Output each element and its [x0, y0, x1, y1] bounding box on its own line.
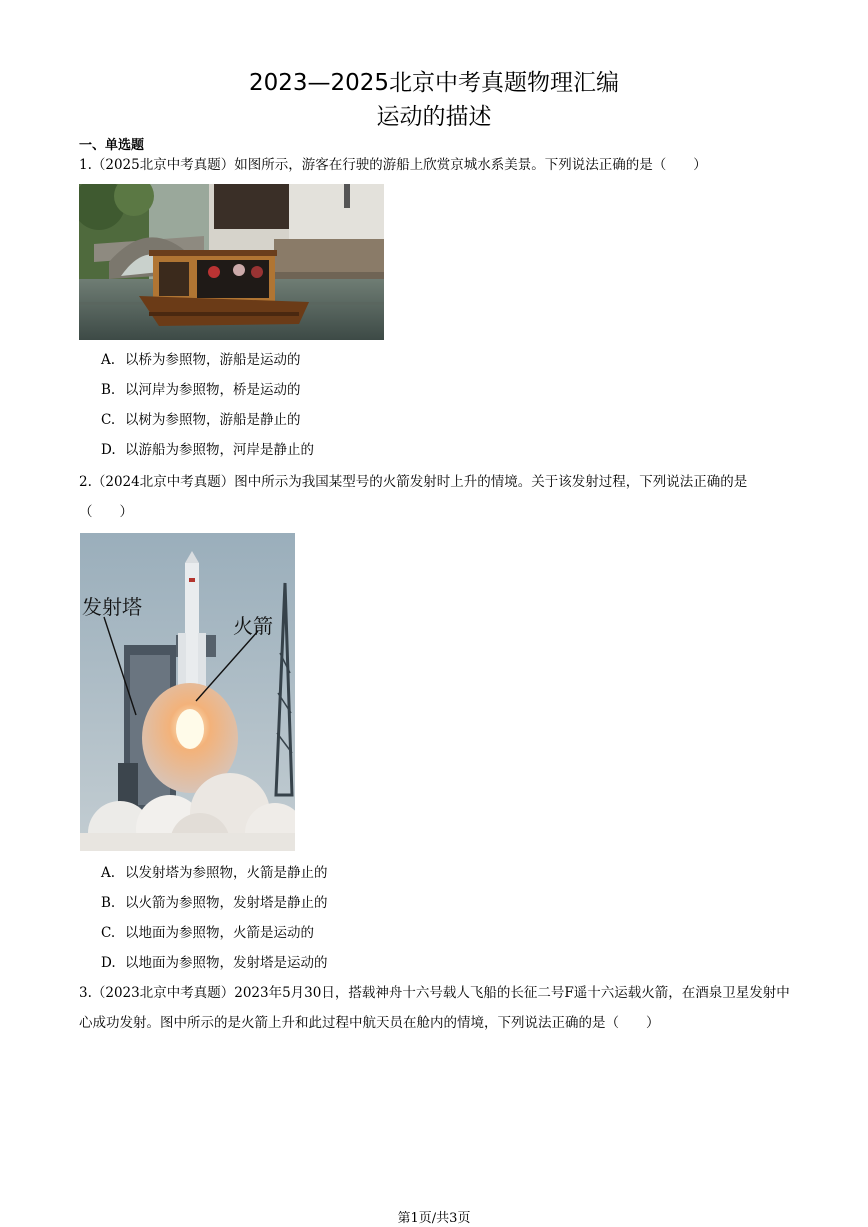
option-d: D. 以游船为参照物，河岸是静止的: [101, 442, 314, 458]
option-d: D. 以地面为参照物，发射塔是运动的: [101, 955, 328, 971]
rocket-launch-photo: [80, 533, 295, 851]
tower-label: 发射塔: [82, 595, 142, 619]
boat-photo: [79, 184, 384, 340]
option-b: B. 以河岸为参照物，桥是运动的: [101, 382, 301, 398]
document-subtitle: 运动的描述: [376, 104, 492, 130]
option-a: A. 以桥为参照物，游船是运动的: [101, 352, 301, 368]
section-heading: 一、单选题: [79, 138, 145, 153]
option-b: B. 以火箭为参照物，发射塔是静止的: [101, 895, 328, 911]
question-2-text: 2.（2024北京中考真题）图中所示为我国某型号的火箭发射时上升的情境。关于该发射过程，下列说法正确的是（ ）: [79, 474, 748, 520]
option-c: C. 以地面为参照物，火箭是运动的: [101, 925, 314, 941]
question-3-text: 3.（2023北京中考真题）2023年5月30日，搭载神舟十六号载人飞船的长征二号F遥十六运载火箭，在酒泉卫星发射中心成功发射。图中所示的是火箭上升和此过程中航天员在舱内的情境，下列说法正确的是（ ）: [79, 985, 790, 1031]
option-a: A. 以发射塔为参照物，火箭是静止的: [101, 865, 328, 881]
document-title: 2023—2025北京中考真题物理汇编: [248, 70, 620, 96]
rocket-label: 火箭: [233, 614, 273, 638]
option-c: C. 以树为参照物，游船是静止的: [101, 412, 301, 428]
question-1-text: 1.（2025北京中考真题）如图所示，游客在行驶的游船上欣赏京城水系美景。下列说法正确的是（ ）: [79, 157, 707, 173]
page-footer: 第1页/共3页: [397, 1211, 471, 1226]
